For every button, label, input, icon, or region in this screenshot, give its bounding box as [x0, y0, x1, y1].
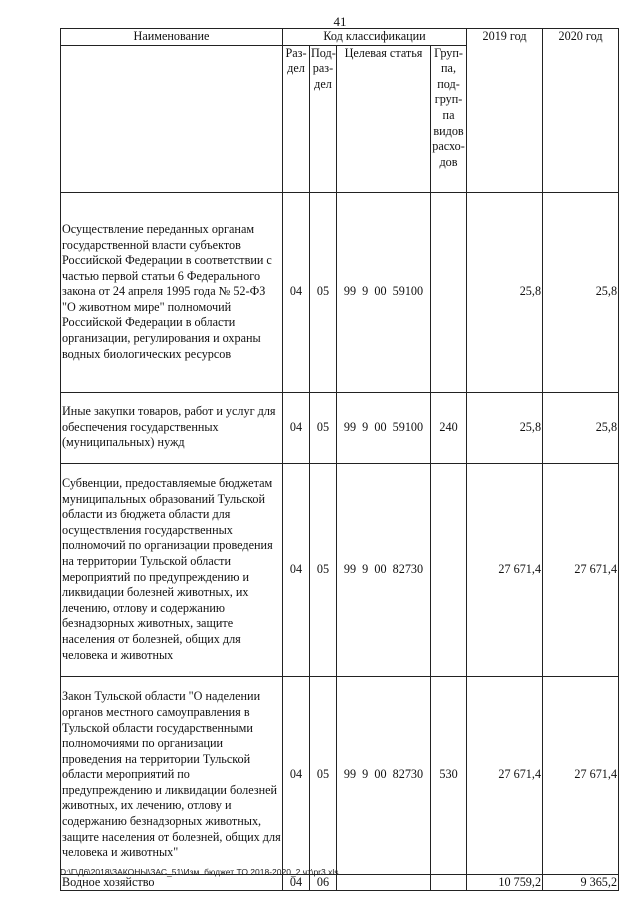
row-value-2020: 27 671,4: [543, 676, 619, 874]
row-value-2020: 25,8: [543, 192, 619, 392]
row-section: 04: [283, 874, 310, 891]
row-name: Закон Тульской области "О наделении органов местного самоуправления в Тульской области государственными полномочиями по организации проведения на территории Тульской области мероприятий по предупреждению и ликвидации болезней животных, их лечению, отлову и содержанию безнадзорных животных, защите населения от болезней, общих для человека и животных": [61, 676, 283, 874]
row-subsection: 05: [310, 192, 337, 392]
row-name: Субвенции, предоставляемые бюджетам муниципальных образований Тульской области из бюджета области для осуществления государственных полномочий по организации проведения на территории Тульской области мероприятий по предупреждению и ликвидации болезней животных, их лечению, отлову и содержанию безнадзорных животных, защите населения от болезней, общих для человека и животных: [61, 463, 283, 676]
row-section: 04: [283, 676, 310, 874]
header-name-blank: [61, 45, 283, 192]
row-value-2019: 25,8: [467, 192, 543, 392]
header-target-article: Целевая статья: [337, 45, 431, 192]
row-subsection: 05: [310, 676, 337, 874]
header-subsection: Под-раз-дел: [310, 45, 337, 192]
row-value-2020: 9 365,2: [543, 874, 619, 891]
budget-table: [60, 28, 619, 891]
table-row: [61, 676, 619, 874]
header-year-2020: 2020 год: [543, 29, 619, 193]
row-expense-group: [431, 874, 467, 891]
row-section: 04: [283, 392, 310, 463]
row-expense-group: 530: [431, 676, 467, 874]
row-target-article: 99 9 00 59100: [337, 192, 431, 392]
row-subsection: 05: [310, 392, 337, 463]
row-target-article: 99 9 00 82730: [337, 676, 431, 874]
row-target-article: 99 9 00 59100: [337, 392, 431, 463]
row-expense-group: [431, 192, 467, 392]
row-value-2020: 27 671,4: [543, 463, 619, 676]
row-target-article: 99 9 00 82730: [337, 463, 431, 676]
row-value-2019: 25,8: [467, 392, 543, 463]
row-expense-group: [431, 463, 467, 676]
row-subsection: 06: [310, 874, 337, 891]
row-name: Водное хозяйство: [61, 874, 283, 891]
table-row: [61, 463, 619, 676]
row-value-2020: 25,8: [543, 392, 619, 463]
header-year-2019: 2019 год: [467, 29, 543, 193]
row-value-2019: 27 671,4: [467, 676, 543, 874]
header-expense-group: Груп-па, под-груп-па видов расхо-дов: [431, 45, 467, 192]
table-row: [61, 192, 619, 392]
table-row: [61, 392, 619, 463]
footer-file-path: D:\Г\Д6\2018\ЗАКОНЫ\ЗАС_51\Изм. бюджет ТО 2018-2020_2 чт\pr3.xls: [60, 867, 339, 877]
header-section: Раз-дел: [283, 45, 310, 192]
header-classification: Код классификации: [283, 29, 467, 46]
row-target-article: [337, 874, 431, 891]
header-name: Наименование: [61, 29, 283, 46]
row-name: Иные закупки товаров, работ и услуг для обеспечения государственных (муниципальных) нужд: [61, 392, 283, 463]
row-expense-group: 240: [431, 392, 467, 463]
row-name: Осуществление переданных органам государственной власти субъектов Российской Федерации в соответствии с частью первой статьи 6 Федерального закона от 24 апреля 1995 года № 52-ФЗ "О животном мире" полномочий Российской Федерации в области организации, регулирования и охраны водных биологических ресурсов: [61, 192, 283, 392]
page-number: 41: [333, 14, 347, 29]
row-section: 04: [283, 192, 310, 392]
row-value-2019: 27 671,4: [467, 463, 543, 676]
row-section: 04: [283, 463, 310, 676]
row-subsection: 05: [310, 463, 337, 676]
row-value-2019: 10 759,2: [467, 874, 543, 891]
